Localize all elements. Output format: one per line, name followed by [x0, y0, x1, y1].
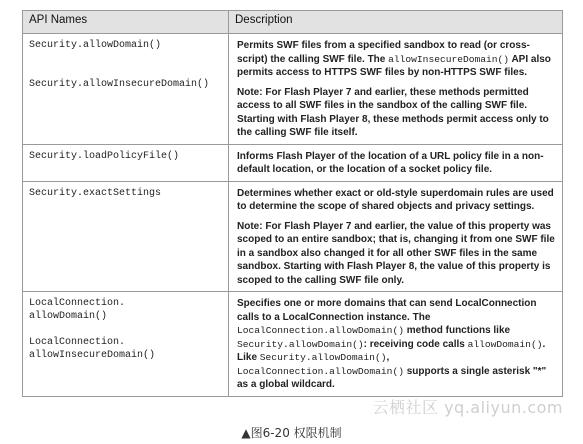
- inline-code: LocalConnection.allowDomain(): [237, 365, 404, 377]
- description-text: Permits SWF files from a specified sandbox to read (or cross-script) the calling SWF file. The allowInsecureDomain() API also permits access to HTTPS SWF files by non-HTTPS SWF files.: [237, 40, 551, 78]
- header-description: Description: [229, 11, 563, 34]
- description-cell: [229, 144, 563, 181]
- table-row: [23, 144, 563, 181]
- api-name-cell: [23, 292, 229, 397]
- api-name: LocalConnection.: [29, 298, 126, 309]
- watermark: 云栖社区 yq.aliyun.com: [372, 398, 563, 417]
- api-name: Security.loadPolicyFile(): [29, 150, 180, 162]
- description-note: Note: For Flash Player 7 and earlier, the value of this property was scoped to an entire sandbox; that is, changing it from one SWF file in a sandbox also changed it for all other SWF files in the same sandbox. Starting with Flash Player 8, the value of this property is scoped to the calling SWF file only.: [237, 220, 555, 286]
- inline-code: allowInsecureDomain(): [388, 53, 510, 65]
- table-row: [23, 181, 563, 292]
- table-header-row: [23, 11, 563, 34]
- api-name-cell: [23, 144, 229, 181]
- api-name: Security.exactSettings: [29, 187, 162, 199]
- api-name: allowDomain(): [29, 311, 108, 322]
- description-text: Specifies one or more domains that can send LocalConnection calls to a LocalConnection instance. The LocalConnection.allowDomain() method functions like Security.allowDomain(): receiving code calls allowDomain(). Like Security.allowDomain(), LocalConnection.allowDomain() supports a single asterisk "*" as a global wildcard.: [237, 298, 547, 390]
- table-row: [23, 34, 563, 145]
- inline-code: LocalConnection.allowDomain(): [237, 325, 404, 336]
- inline-code: Security.allowDomain(): [259, 352, 387, 363]
- description-cell: [229, 292, 563, 397]
- description-text: Informs Flash Player of the location of a URL policy file in a non-default location, or the location of a socket policy file.: [237, 150, 544, 175]
- api-name-cell: [23, 34, 229, 145]
- api-name-cell: [23, 181, 229, 292]
- api-name: allowInsecureDomain(): [29, 350, 156, 361]
- description-cell: [229, 181, 563, 292]
- table-row: [23, 292, 563, 397]
- description-text: Determines whether exact or old-style superdomain rules are used to determine the scope of shared objects and privacy settings.: [237, 187, 554, 212]
- description-note: Note: For Flash Player 7 and earlier, these methods permitted access to all SWF files in the sandbox of the calling SWF file. Starting with Flash Player 8, these methods permit access only to the calling SWF file itself.: [237, 86, 549, 138]
- api-name: LocalConnection.: [29, 337, 126, 348]
- inline-code: Security.allowDomain(): [237, 338, 364, 350]
- description-cell: [229, 34, 563, 145]
- api-name: Security.allowDomain(): [29, 40, 162, 51]
- api-table: [22, 10, 563, 397]
- inline-code: allowDomain(): [467, 338, 543, 350]
- figure-caption: ▲图6-20 权限机制: [241, 426, 342, 440]
- api-table-container: [22, 10, 562, 397]
- table-body: [23, 34, 563, 397]
- api-name: Security.allowInsecureDomain(): [29, 79, 210, 90]
- header-api-names: API Names: [23, 11, 229, 34]
